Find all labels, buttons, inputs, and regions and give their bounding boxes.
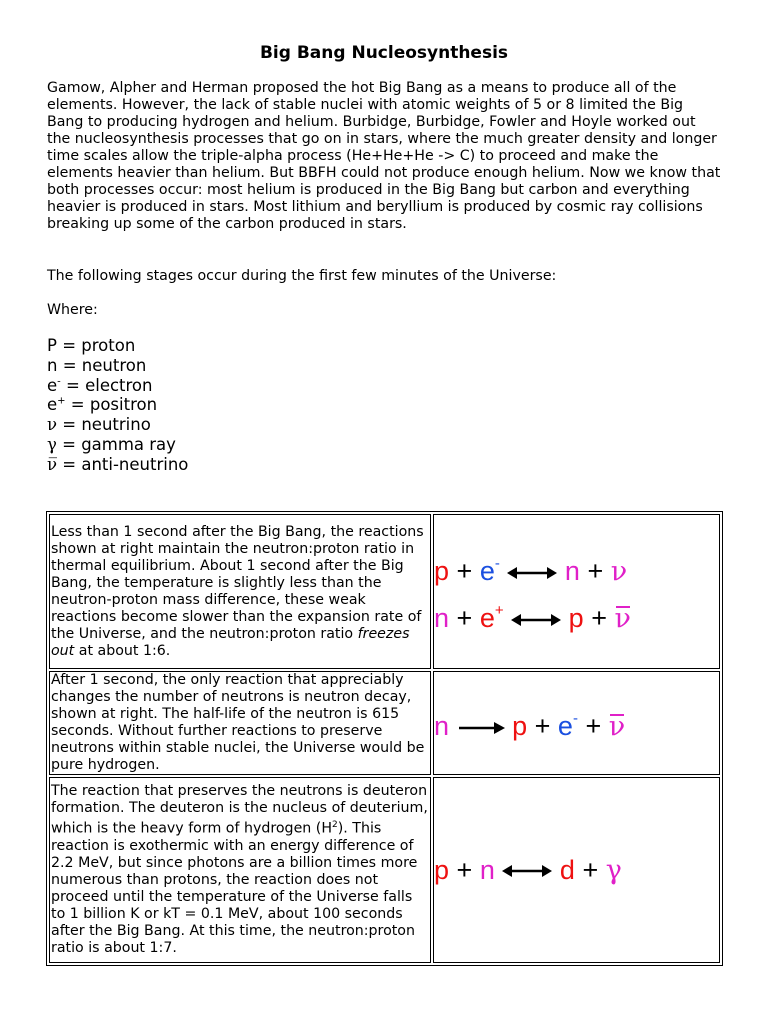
stages-intro: The following stages occur during the first few minutes of the Universe: bbox=[47, 268, 557, 284]
intro-paragraph: Gamow, Alpher and Herman proposed the hot Big Bang as a means to produce all of the elements. However, the lack of stable nuclei with atomic weights of 5 or 8 limited the Big Bang to producing hydrogen and helium. Burbidge, Burbidge, Fowler and Hoyle worked out the nucleosynthesis processes that go on in stars, where the much greater density and longer time scales allow the triple-alpha process (He+He+He -> C) to proceed and make the elements heavier than helium. But BBFH could not produce enough helium. Now we know that both processes occur: most helium is produced in the Big Bang but carbon and everything heavier is produced in stars. Most lithium and beryllium is produced by cosmic ray collisions breaking up some of the carbon produced in stars. bbox=[47, 80, 721, 232]
stage-1-text: Less than 1 second after the Big Bang, the reactions shown at right maintain the neutron:proton ratio in thermal equilibrium. About 1 second after the Big Bang, the temperature is slightly less than the neutron-proton mass difference, these weak reactions become slower than the expansion rate of the Universe, and the neutron:proton ratio freezes out at about 1:6. bbox=[49, 514, 431, 669]
stage-2-text: After 1 second, the only reaction that appreciably changes the number of neutrons is neutron decay, shown at right. The half-life of the neutron is 615 seconds. Without further reactions to preserve neutrons within stable nuclei, the Universe would be pure hydrogen. bbox=[49, 671, 431, 775]
stages-table bbox=[46, 511, 723, 966]
where-label: Where: bbox=[47, 302, 98, 318]
definition-neutrino: ν = neutrino bbox=[47, 415, 151, 435]
double-arrow-icon bbox=[511, 613, 561, 627]
equation-n-e-p-nubar: n + e+ p + ν bbox=[434, 602, 631, 634]
page-title: Big Bang Nucleosynthesis bbox=[259, 43, 509, 63]
table-row bbox=[49, 777, 720, 963]
table-row bbox=[49, 671, 720, 775]
stage-3-text: The reaction that preserves the neutrons is deuteron formation. The deuteron is the nucleus of deuterium, which is the heavy form of hydrogen $(H^2)$. This reaction is exothermic with an energy difference of 2.2 MeV, but since photons are a billion times more numerous than protons, the reaction does not proceed until the temperature of the Universe falls to 1 billion K or kT = 0.1 MeV, about 100 seconds after the Big Bang. At this time, the neutron:proton ratio is about 1:7. bbox=[49, 777, 431, 963]
stage-2-equation bbox=[433, 671, 720, 775]
definition-gamma: γ = gamma ray bbox=[47, 434, 176, 454]
definition-positron: e+ = positron bbox=[47, 395, 158, 415]
double-arrow-icon bbox=[502, 864, 552, 878]
definition-electron: e- = electron bbox=[47, 375, 153, 395]
stage-3-equation bbox=[433, 777, 720, 963]
equation-p-e-n-nu: p + e- n + ν bbox=[434, 555, 628, 587]
stage-1-equations bbox=[433, 514, 720, 669]
table-row bbox=[49, 514, 720, 669]
definitions-list bbox=[47, 336, 188, 475]
equation-neutron-decay: n p + e- + ν bbox=[434, 710, 626, 742]
definition-neutron: n = neutron bbox=[47, 355, 147, 375]
definition-antineutrino: ν̅ = anti-neutrino bbox=[47, 454, 189, 474]
definition-proton: P = proton bbox=[47, 336, 136, 355]
double-arrow-icon bbox=[507, 566, 557, 580]
right-arrow-icon bbox=[457, 721, 505, 735]
equation-deuteron-formation: p + n d + γ bbox=[434, 854, 622, 886]
